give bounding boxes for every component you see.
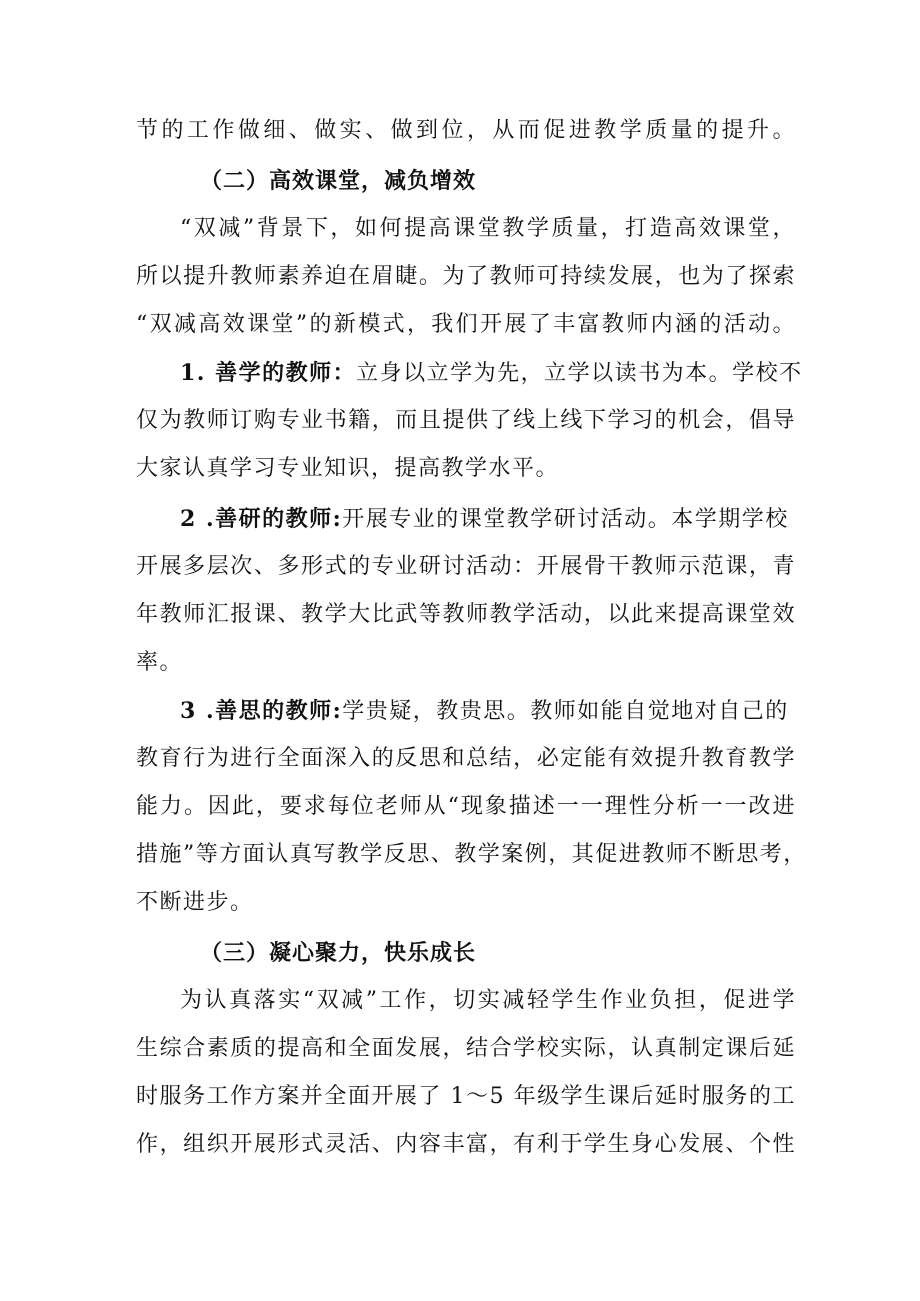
paragraph-line: 率。	[136, 650, 184, 675]
paragraph-line: 大家认真学习专业知识，提高教学水平。	[136, 456, 560, 481]
paragraph-line: 年教师汇报课、教学大比武等教师教学活动，以此来提高课堂效	[136, 602, 796, 627]
paragraph-line: “双减”背景下，如何提高课堂教学质量，打造高效课堂，	[180, 216, 796, 241]
paragraph-line: “双减高效课堂”的新模式，我们开展了丰富教师内涵的活动。	[136, 312, 796, 337]
list-item-2-text: 开展专业的课堂教学研讨活动。本学期学校	[342, 507, 789, 532]
paragraph-line: 开展多层次、多形式的专业研讨活动：开展骨干教师示范课，青	[136, 554, 796, 579]
paragraph-line: 节的工作做细、做实、做到位，从而促进教学质量的提升。	[136, 118, 796, 143]
paragraph-line: 措施”等方面认真写教学反思、教学案例，其促进教师不断思考，	[136, 842, 807, 867]
section-heading-3: （三）凝心聚力，快乐成长	[200, 940, 477, 966]
section-heading-2: （二）高效课堂，减负增效	[200, 168, 477, 194]
paragraph-line: 能力。因此，要求每位老师从“现象描述一一理性分析一一改进	[136, 794, 796, 819]
paragraph-line: 为认真落实“双减”工作，切实减轻学生作业负担，促进学	[180, 988, 796, 1013]
list-item-3-first-line	[180, 696, 796, 727]
list-item-1-text: 立身以立学为先，立学以读书为本。学校不	[356, 361, 803, 386]
paragraph-line: 教育行为进行全面深入的反思和总结，必定能有效提升教育教学	[136, 746, 796, 771]
list-item-2-first-line	[180, 504, 796, 535]
paragraph-line: 作，组织开展形式灵活、内容丰富，有利于学生身心发展、个性	[136, 1132, 796, 1157]
paragraph-line: 时服务工作方案并全面开展了 1～5 年级学生课后延时服务的工	[136, 1084, 796, 1109]
paragraph-line: 不断进步。	[136, 890, 254, 915]
list-item-3-label: 3 .善思的教师:	[180, 698, 343, 724]
list-item-3-text: 学贵疑，教贵思。教师如能自觉地对自己的	[342, 699, 789, 724]
paragraph-line: 所以提升教师素养迫在眉睫。为了教师可持续发展，也为了探索	[136, 264, 796, 289]
list-item-2-label: 2 .善研的教师:	[180, 506, 343, 532]
list-item-1-label: 1. 善学的教师：	[180, 360, 357, 386]
paragraph-line: 仅为教师订购专业书籍，而且提供了线上线下学习的机会，倡导	[136, 408, 796, 433]
paragraph-line: 生综合素质的提高和全面发展，结合学校实际，认真制定课后延	[136, 1036, 796, 1061]
list-item-1-first-line	[180, 358, 803, 389]
